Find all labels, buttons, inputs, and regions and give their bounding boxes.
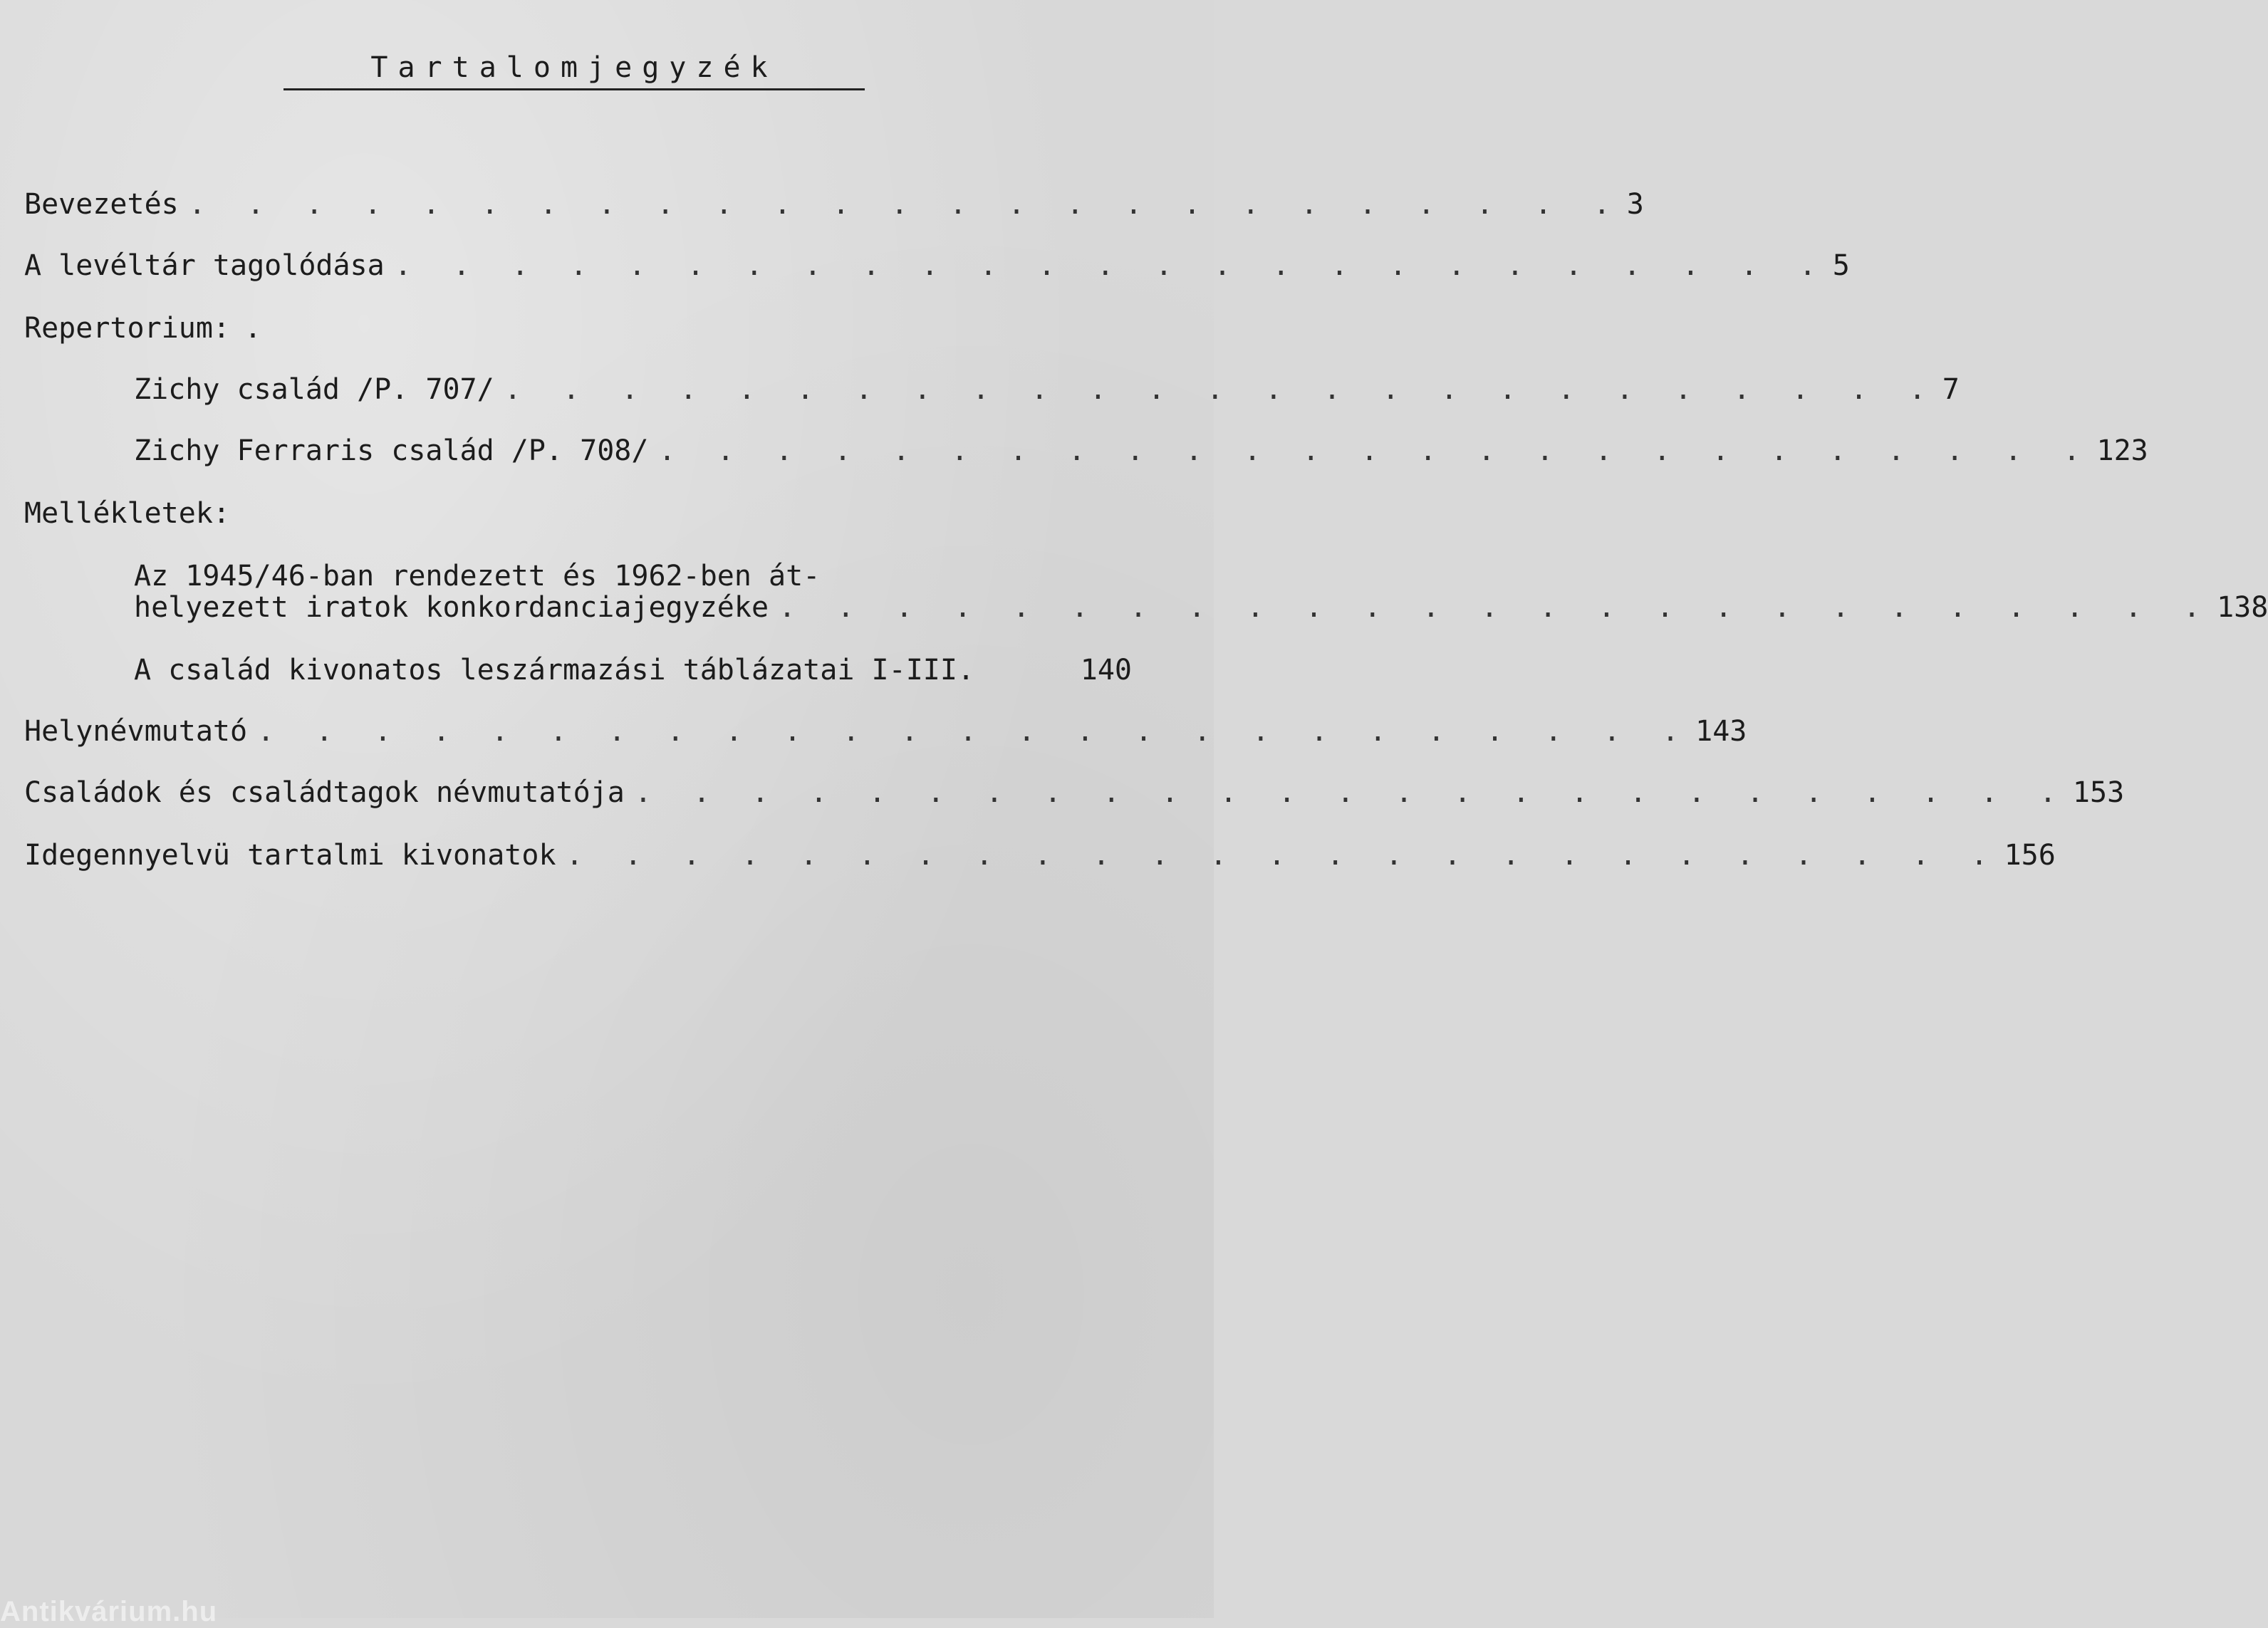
toc-entry-konkordancia-line1: Az 1945/46-ban rendezett és 1962-ben át- (134, 560, 821, 593)
toc-page-number: 143 (1695, 715, 1747, 748)
watermark: Antikvárium.hu (0, 1596, 218, 1627)
toc-entry-nevmutato (24, 775, 2125, 810)
page-title: Tartalomjegyzék (284, 51, 865, 90)
toc-page-number: 5 (1832, 249, 1850, 282)
toc-section-label: Mellékletek: (24, 497, 230, 530)
toc-entry-label: Idegennyelvü tartalmi kivonatok (24, 839, 556, 872)
toc-section-repertorium (24, 311, 261, 346)
toc-section-mellekletek (24, 496, 230, 531)
dot-leader: . (244, 312, 262, 345)
toc-entry-label: helyezett iratok konkordanciajegyzéke (134, 591, 769, 624)
toc-section-label: Repertorium: (24, 312, 230, 345)
toc-page-number: 138 (2217, 591, 2268, 624)
dot-leader: . . . . . . . . . . . . . . . . . . . . . . . . . (504, 373, 1938, 406)
toc-page-number: 123 (2096, 434, 2148, 467)
dot-leader: . . . . . . . . . . . . . . . . . . . . . . . . . (257, 715, 1692, 748)
toc-entry-leszarmazasi (134, 652, 1132, 688)
toc-entry-label: Helynévmutató (24, 715, 248, 748)
toc-entry-bevezetes (24, 187, 1644, 222)
dot-leader: . . . . . . . . . . . . . . . . . . . . . . . . . (394, 249, 1829, 282)
dot-leader: . . . . . . . . . . . . . . . . . . . . . . . . . (188, 188, 1623, 221)
toc-entry-konkordancia (134, 590, 2268, 625)
toc-entry-leveltar (24, 248, 1850, 283)
dot-leader: . . . . . . . . . . . . . . . . . . . . . . . . . (779, 591, 2213, 624)
toc-entry-label: Zichy család /P. 707/ (134, 373, 494, 406)
toc-page-number: 3 (1626, 188, 1644, 221)
toc-page-number: 7 (1942, 373, 1960, 406)
dot-leader: . . . . . . . . . . . . . . . . . . . . . . . . . (658, 434, 2093, 467)
toc-entry-label: Zichy Ferraris család /P. 708/ (134, 434, 649, 467)
toc-entry-helynevmutato (24, 714, 1747, 749)
toc-page-number: 140 (1080, 654, 1132, 687)
dot-leader: . . . . . . . . . . . . . . . . . . . . . . . . . (634, 776, 2069, 809)
toc-entry-idegennyelvu (24, 838, 2056, 873)
dot-leader: . . . . . . . . . . . . . . . . . . . . . . . . . (566, 839, 2000, 872)
toc-page-number: 153 (2072, 776, 2125, 809)
toc-entry-zichy-ferraris (134, 433, 2148, 469)
toc-entry-label: Bevezetés (24, 188, 179, 221)
toc-entry-label: Családok és családtagok névmutatója (24, 776, 625, 809)
toc-page-number: 156 (2004, 839, 2056, 872)
toc-entry-zichy-csalad (134, 372, 1960, 407)
toc-entry-label: A levéltár tagolódása (24, 249, 385, 282)
toc-entry-label: A család kivonatos leszármazási táblázatai I-III. (134, 654, 975, 687)
